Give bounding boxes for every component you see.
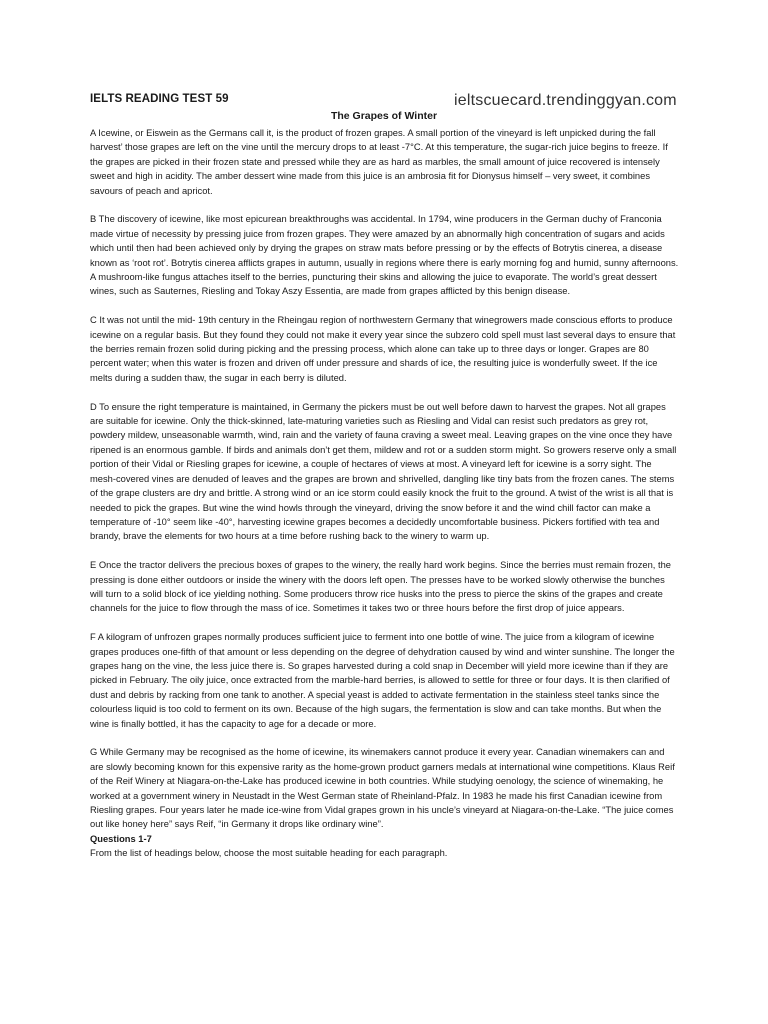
paragraph-b: B The discovery of icewine, like most epicurean breakthroughs was accidental. In 1794, wine producers in the German duchy of Franconia made virtue of necessity by pressing juice from frozen grapes. They were amazed by an abnormally high concentration of sugars and acids which until then had been achieved only by drying the grapes on straw mats before pressing or by the effects of Botrytis cinerea, a disease known as ‘root rot’. Botrytis cinerea afflicts grapes in autumn, usually in regions where there is early morning fog and humid, sunny afternoons. A mushroom-like fungus attaches itself to the berries, puncturing their skins and allowing the juice to evaporate. The world’s great dessert wines, such as Sauternes, Riesling and Tokay Aszy Essentia, are made from grapes afflicted by this benign disease. [90, 214, 679, 297]
test-title: IELTS READING TEST 59 [90, 93, 229, 105]
paragraph-e: E Once the tractor delivers the precious boxes of grapes to the winery, the really hard work begins. Since the berries must remain frozen, the pressing is done either outdoors or inside the winery with the doors left open. The presses have to be worked slowly otherwise the bunches will turn to a solid block of ice yielding nothing. Some producers throw rice husks into the press to pierce the skins of the grapes and create channels for the juice to flow through the mass of ice. Sometimes it takes two or three hours before the first drop of juice appears. [90, 560, 671, 614]
document-title: The Grapes of Winter [330, 110, 438, 122]
document-body [90, 126, 680, 861]
paragraph-f: F A kilogram of unfrozen grapes normally produces sufficient juice to ferment into one bottle of wine. The juice from a kilogram of icewine grapes produces one-fifth of that amount or less depending on the degree of dehydration caused by wind and winter sunshine. The longer the grapes hang on the vine, the less juice there is. So grapes harvested during a cold snap in December will yield more icewine than if they are picked in February. The oily juice, once extracted from the marble-hard berries, is allowed to settle for three or four days. It is then clarified of dust and debris by racking from one tank to another. A special yeast is added to activate fermentation in the stainless steel tanks since the colourless liquid is too cold to ferment on its own. Because of the high sugars, the fermentation is slow and can take months. But when the wine is finally bottled, it has the capacity to age for a decade or more. [90, 632, 675, 729]
paragraph-c: C It was not until the mid- 19th century in the Rheingau region of northwestern Germany that winegrowers made conscious efforts to produce icewine on a regular basis. But they found they could not make it every year since the subzero cold spell must last several days to ensure that the berries remain frozen solid during picking and the pressing process, which alone can take up to three days or longer. Grapes are 80 percent water; when this water is frozen and driven off under pressure and shards of ice, the resulting juice is wonderfully sweet. If the ice melts during a sudden thaw, the sugar in each berry is diluted. [90, 315, 676, 383]
paragraph-g: G While Germany may be recognised as the home of icewine, its winemakers cannot produce it every year. Canadian winemakers can and are slowly becoming known for this expensive rarity as the home-grown product garners medals at international wine competitions. Klaus Reif of the Reif Winery at Niagara-on-the-Lake has produced icewine in both countries. While studying oenology, the science of winemaking, he worked at a government winery in Neustadt in the West German state of Rheinland-Pfalz. In 1983 he made his first Canadian icewine from Riesling grapes. Four years later he made ice-wine from Vidal grapes grown in his uncle’s vineyard at Niagara-on-the-Lake. “The juice comes out like honey here” says Reif, “in Germany it drops like ordinary wine”. [90, 747, 675, 830]
questions-instruction: From the list of headings below, choose the most suitable heading for each paragraph. [90, 848, 448, 859]
questions-heading: Questions 1-7 [90, 833, 152, 844]
paragraph-a: A Icewine, or Eiswein as the Germans call it, is the product of frozen grapes. A small portion of the vineyard is left unpicked during the fall harvest’ those grapes are left on the vine until the mercury drops to at least -7°C. At this temperature, the sugar-rich juice begins to freeze. If the grapes are picked in their frozen state and pressed while they are as hard as marbles, the small amount of juice recovered is intensely sweet and high in acidity. The amber dessert wine made from this juice is an ambrosia fit for Dionysus himself – very sweet, it combines savours of peach and apricot. [90, 128, 668, 196]
site-watermark: ieltscuecard.trendinggyan.com [454, 92, 677, 109]
paragraph-d: D To ensure the right temperature is maintained, in Germany the pickers must be out well before dawn to harvest the grapes. Not all grapes are suitable for icewine. Only the thick-skinned, late-maturing varieties such as Riesling and Vidal can resist such predators as grey rot, powdery mildew, unseasonable warmth, wind, rain and the variety of fauna craving a sweet meal. Leaving grapes on the vine once they have ripened is an enormous gamble. If birds and animals don’t get them, mildew and rot or a sudden storm might. So growers reserve only a small portion of their Vidal or Riesling grapes for icewine, a couple of hectares of views at most. A vineyard left for icewine is a sorry sight. The mesh-covered vines are denuded of leaves and the grapes are brown and shrivelled, dangling like tiny bats from the frozen canes. The stems of the grape clusters are dry and brittle. A strong wind or an ice storm could easily knock the fruit to the ground. A twist of the wrist is all that is needed to pick the grapes. But wine the wind howls through the vineyard, driving the snow before it and the wind chill factor can make a temperature of -10° seem like -40°, harvesting icewine grapes becomes a decidedly uncomfortable business. Pickers fortified with tea and brandy, brave the elements for two hours at a time before rushing back to the winery to warm up. [90, 401, 677, 542]
